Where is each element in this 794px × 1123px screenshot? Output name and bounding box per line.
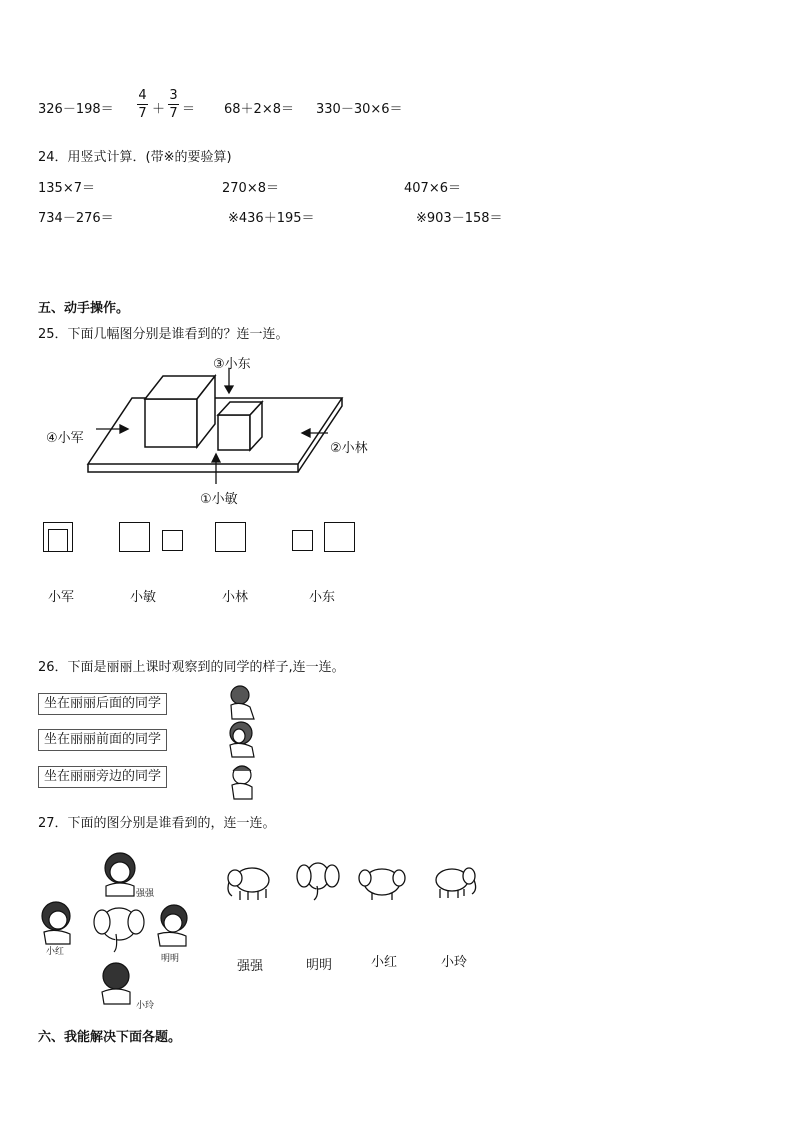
kid-label-xiaoling: 小玲 — [136, 1001, 155, 1011]
section-5-title: 五、动手操作。 — [38, 301, 130, 316]
view-option-2-small[interactable] — [162, 530, 183, 551]
view-option-4-large[interactable] — [324, 522, 355, 552]
q25-name-2[interactable]: 小敏 — [130, 590, 157, 605]
elephant-front-icon[interactable] — [305, 870, 306, 871]
q25-block-scene — [0, 340, 400, 510]
elephant-side-right-icon[interactable] — [435, 870, 436, 871]
fraction-numerator: 3 — [169, 88, 178, 103]
viewer-4-label: ④小军 — [46, 431, 84, 446]
kid-label-mingming: 明明 — [161, 954, 180, 964]
q27-elephant-views — [220, 856, 480, 908]
q24-a: 135×7＝ — [38, 181, 95, 196]
viewer-3-label: ③小东 — [213, 357, 251, 372]
elephant-side-left-icon[interactable] — [230, 870, 231, 871]
view-option-4-small[interactable] — [292, 530, 313, 551]
q26-box-front[interactable]: 坐在丽丽前面的同学 — [38, 729, 167, 751]
expr-4: 330－30×6＝ — [316, 102, 403, 117]
kid-back-icon[interactable] — [229, 688, 230, 689]
expr-1: 326－198＝ — [38, 102, 114, 117]
q25-name-3[interactable]: 小林 — [222, 590, 249, 605]
fraction-denominator: 7 — [169, 106, 178, 121]
q27-name-2[interactable]: 明明 — [306, 958, 333, 973]
q25-title: 25．下面几幅图分别是谁看到的？连一连。 — [38, 327, 289, 342]
q24-c: 407×6＝ — [404, 181, 461, 196]
equals-sign: ＝ — [182, 102, 196, 117]
kid-label-xiaohong: 小红 — [46, 947, 65, 957]
q25-name-4[interactable]: 小东 — [309, 590, 336, 605]
q24-d: 734－276＝ — [38, 211, 114, 226]
q24-title: 24．用竖式计算．(带※的要验算) — [38, 150, 232, 165]
fraction-numerator: 4 — [138, 88, 147, 103]
view-option-2-large[interactable] — [119, 522, 150, 552]
q24-b: 270×8＝ — [222, 181, 279, 196]
kid-side-icon[interactable] — [229, 770, 230, 771]
view-option-3[interactable] — [215, 522, 246, 552]
q27-name-4[interactable]: 小玲 — [441, 955, 468, 970]
view-option-1[interactable] — [43, 522, 73, 552]
q27-scene — [40, 848, 200, 1018]
kid-label-qiangqiang: 强强 — [136, 889, 155, 899]
kid-front-icon[interactable] — [229, 728, 230, 729]
q26-kids — [222, 683, 262, 803]
q27-title: 27．下面的图分别是谁看到的，连一连。 — [38, 816, 276, 831]
viewer-2-label: ②小林 — [330, 441, 368, 456]
q26-box-side[interactable]: 坐在丽丽旁边的同学 — [38, 766, 167, 788]
viewer-1-label: ①小敏 — [200, 492, 238, 507]
q27-name-3[interactable]: 小红 — [371, 955, 398, 970]
plus-sign: ＋ — [152, 102, 166, 117]
expr-3: 68＋2×8＝ — [224, 102, 294, 117]
section-6-title: 六、我能解决下面各题。 — [38, 1030, 182, 1045]
q25-name-1[interactable]: 小军 — [48, 590, 75, 605]
elephant-back-icon[interactable] — [365, 870, 366, 871]
q25-diagram — [0, 0, 794, 200]
q27-name-1[interactable]: 强强 — [237, 959, 264, 974]
q26-box-behind[interactable]: 坐在丽丽后面的同学 — [38, 693, 167, 715]
q24-f: ※903－158＝ — [416, 211, 503, 226]
q24-e: ※436＋195＝ — [228, 211, 315, 226]
fraction-denominator: 7 — [138, 106, 147, 121]
q26-title: 26．下面是丽丽上课时观察到的同学的样子,连一连。 — [38, 660, 345, 675]
